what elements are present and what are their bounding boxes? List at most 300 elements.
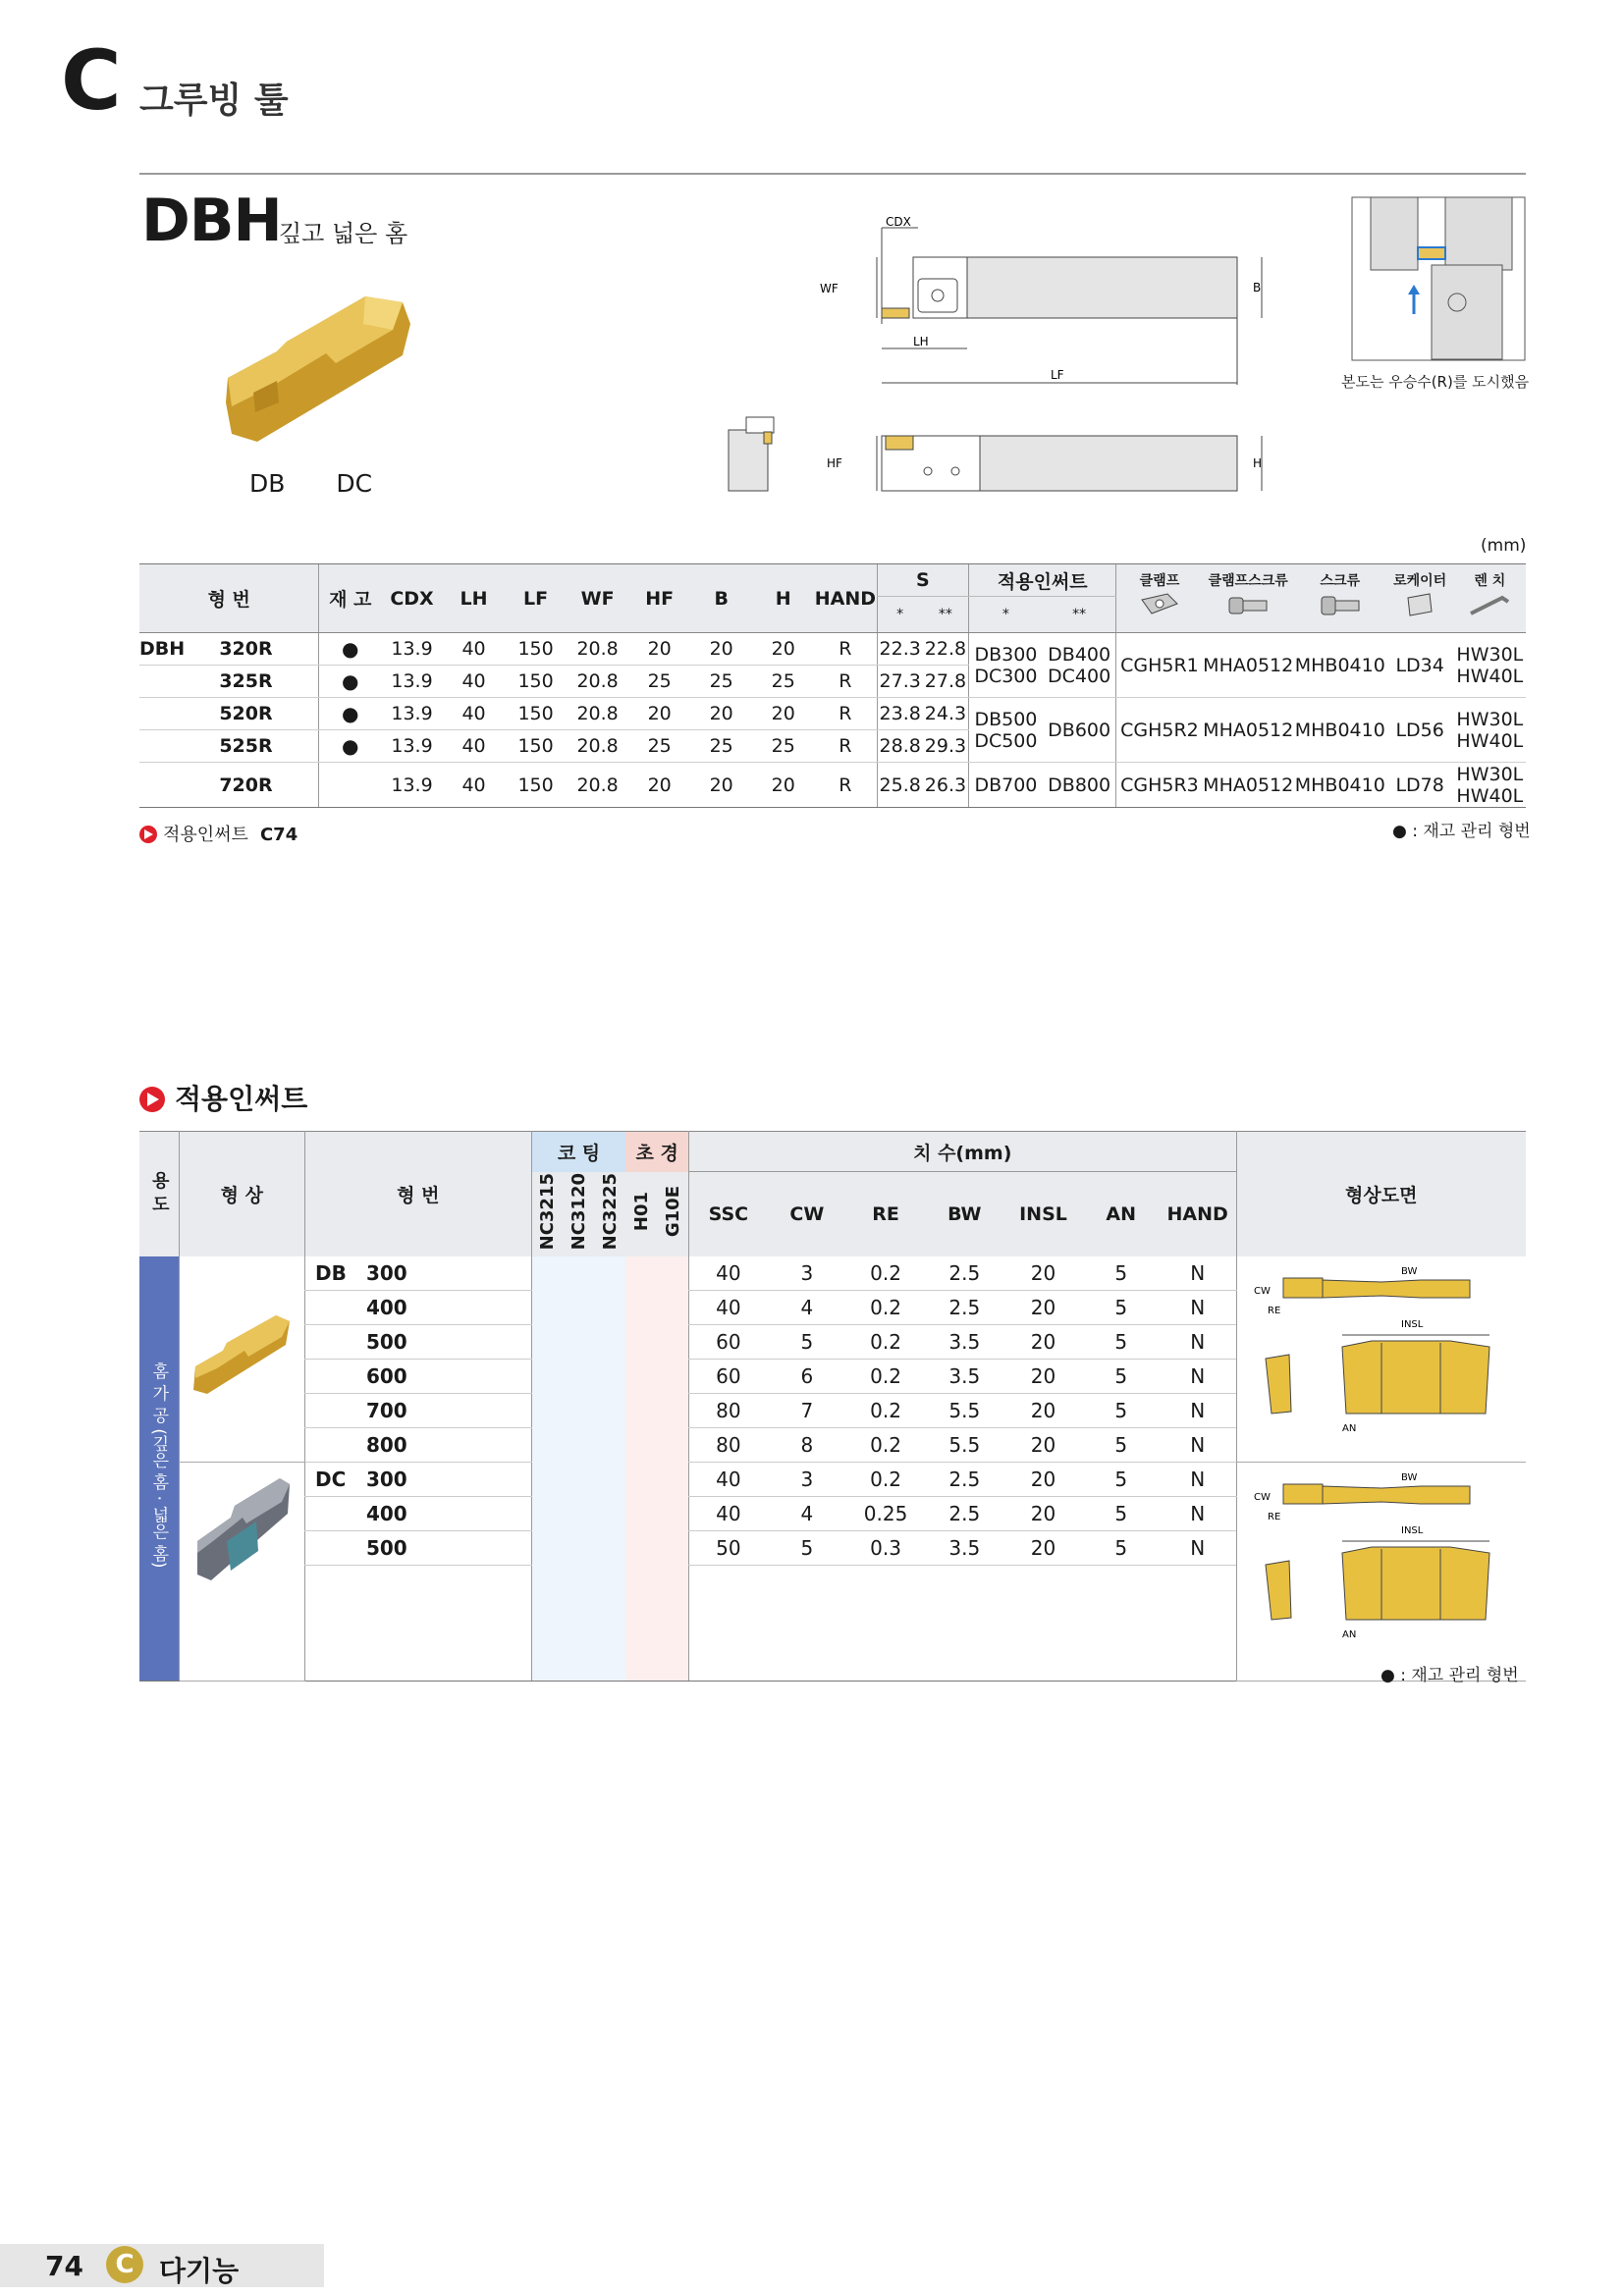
grade-cell — [594, 1462, 625, 1496]
cell-h: 25 — [752, 730, 814, 763]
cell-ssc: 80 — [689, 1427, 768, 1462]
insert-model: 600 — [365, 1363, 407, 1388]
cell-wf: 20.8 — [567, 633, 628, 666]
grade-cell — [594, 1256, 625, 1291]
dim-wf: WF — [820, 282, 839, 295]
holder-drawing — [717, 196, 1345, 501]
col-h: H — [752, 564, 814, 633]
insert-drawing — [1236, 1256, 1526, 1463]
col-screw: 스크류 — [1294, 564, 1386, 633]
cell-hand: R — [814, 763, 877, 808]
col-insert: 적용인써트 — [969, 564, 1116, 597]
model-cell: 525R — [219, 730, 319, 763]
cell-clamp-screw: MHA0512 — [1202, 633, 1294, 698]
grade-cell — [594, 1393, 625, 1427]
cell-b: 20 — [690, 763, 752, 808]
cell-clamp: CGH5R2 — [1116, 698, 1202, 763]
application-diagram — [1351, 196, 1526, 361]
cell-insl: 20 — [1003, 1256, 1082, 1291]
insert-model-cell — [304, 1530, 531, 1565]
footer-section-badge: C — [106, 2246, 143, 2283]
section-letter: C — [61, 32, 122, 129]
col-ins-hand: HAND — [1160, 1172, 1236, 1256]
cell-bw: 3.5 — [925, 1324, 1003, 1359]
label-insl: INSL — [1400, 1524, 1424, 1536]
use-band — [139, 1256, 179, 1682]
label-an: AN — [1341, 1422, 1357, 1434]
cell-bw: 2.5 — [925, 1256, 1003, 1291]
cell-insert1: DB700 — [969, 763, 1043, 808]
cell-cw: 5 — [768, 1530, 846, 1565]
label-an: AN — [1341, 1629, 1357, 1640]
cell-lf: 150 — [505, 763, 567, 808]
grade-nc3120: NC3120 — [563, 1172, 594, 1256]
cell-h: 20 — [752, 698, 814, 730]
col-s: S — [877, 564, 969, 597]
cell-an: 5 — [1083, 1530, 1160, 1565]
grade-cell — [625, 1359, 657, 1393]
shape-cell — [179, 1256, 304, 1463]
grade-cell — [657, 1427, 688, 1462]
filler-model — [304, 1565, 531, 1681]
cell-ssc: 40 — [689, 1462, 768, 1496]
grade-cell — [625, 1496, 657, 1530]
diagram-note: 본도는 우승수(R)를 도시했음 — [1341, 373, 1530, 391]
stock-dot: ● — [319, 633, 381, 666]
label-re: RE — [1267, 1305, 1281, 1316]
cell-cdx: 13.9 — [381, 763, 443, 808]
grade-cell — [625, 1393, 657, 1427]
grade-cell — [531, 1324, 563, 1359]
insert-model-cell — [304, 1324, 531, 1359]
cell-lh: 40 — [443, 633, 505, 666]
grade-h01: H01 — [625, 1172, 657, 1256]
col-re: RE — [846, 1172, 925, 1256]
cell-ssc: 50 — [689, 1530, 768, 1565]
cell-ssc: 60 — [689, 1359, 768, 1393]
insert-model: 700 — [365, 1398, 407, 1422]
col-insert2: ** — [1043, 597, 1116, 633]
dim-lh: LH — [913, 335, 929, 348]
grade-cell — [563, 1256, 594, 1291]
grade-cell — [531, 1427, 563, 1462]
dim-lf: LF — [1051, 368, 1064, 382]
page-number: 74 — [45, 2250, 83, 2282]
locator-icon — [1400, 590, 1439, 619]
cell-insert1: DB500 DC500 — [969, 698, 1043, 763]
col-lf: LF — [505, 564, 567, 633]
insert-table — [139, 1131, 1526, 1682]
cell-re: 0.2 — [846, 1359, 925, 1393]
cell-insl: 20 — [1003, 1530, 1082, 1565]
clamp-icon — [1138, 590, 1181, 619]
dc-insert-photo — [188, 1463, 296, 1590]
grade-cell — [531, 1290, 563, 1324]
cell-cw: 4 — [768, 1496, 846, 1530]
cell-hand: R — [814, 730, 877, 763]
grade-cell — [594, 1496, 625, 1530]
series-cell — [139, 666, 219, 698]
cell-bw: 2.5 — [925, 1496, 1003, 1530]
cell-hand: N — [1160, 1393, 1236, 1427]
cell-bw: 5.5 — [925, 1427, 1003, 1462]
grade-cell — [625, 1462, 657, 1496]
insert-model-cell — [304, 1393, 531, 1427]
insert-series: DB — [314, 1260, 347, 1285]
grade-cell — [563, 1427, 594, 1462]
col-clamp-screw: 클램프스크류 — [1202, 564, 1294, 633]
col-ssc: SSC — [689, 1172, 768, 1256]
cell-hand: N — [1160, 1324, 1236, 1359]
shape-cell — [179, 1462, 304, 1681]
insert-stock-legend: ● : 재고 관리 형번 — [1380, 1666, 1519, 1685]
grade-cell — [531, 1359, 563, 1393]
grade-cell — [657, 1324, 688, 1359]
label-bw: BW — [1400, 1265, 1418, 1277]
cell-lf: 150 — [505, 666, 567, 698]
insert-model-cell — [304, 1290, 531, 1324]
insert-drawing — [1236, 1462, 1526, 1681]
cell-wf: 20.8 — [567, 730, 628, 763]
cell-hand: R — [814, 666, 877, 698]
cell-locator: LD56 — [1386, 698, 1454, 763]
insert-model: 400 — [365, 1501, 407, 1525]
cell-ssc: 40 — [689, 1496, 768, 1530]
cell-cdx: 13.9 — [381, 633, 443, 666]
cell-cw: 8 — [768, 1427, 846, 1462]
filler-grade — [531, 1565, 563, 1681]
col-an: AN — [1083, 1172, 1160, 1256]
cell-locator: LD34 — [1386, 633, 1454, 698]
header-divider — [139, 173, 1526, 175]
cell-hand: N — [1160, 1496, 1236, 1530]
insert-type-dc: DC — [336, 469, 373, 498]
cell-b: 25 — [690, 730, 752, 763]
cell-re: 0.25 — [846, 1496, 925, 1530]
col-s1: * — [877, 597, 923, 633]
grade-cell — [531, 1393, 563, 1427]
grade-cell — [563, 1290, 594, 1324]
use-label: 홈 가 공 (깊은 홈 · 넓은 홈) — [148, 1362, 169, 1569]
cell-re: 0.2 — [846, 1324, 925, 1359]
grade-cell — [625, 1324, 657, 1359]
cell-insl: 20 — [1003, 1324, 1082, 1359]
cell-hf: 20 — [628, 698, 690, 730]
cell-an: 5 — [1083, 1427, 1160, 1462]
grade-cell — [594, 1359, 625, 1393]
cell-insert2: DB400 DC400 — [1043, 633, 1116, 698]
cell-bw: 2.5 — [925, 1290, 1003, 1324]
cell-an: 5 — [1083, 1359, 1160, 1393]
product-description: 깊고 넓은 홈 — [279, 220, 408, 247]
insert-series: DC — [314, 1467, 347, 1491]
cell-h: 25 — [752, 666, 814, 698]
cell-bw: 3.5 — [925, 1530, 1003, 1565]
col-lh: LH — [443, 564, 505, 633]
footer-category: 다기능 — [159, 2255, 240, 2287]
clamp-screw-icon — [1223, 590, 1272, 619]
filler-grade — [657, 1565, 688, 1681]
tool-table-body — [139, 633, 1526, 808]
col-insert1: * — [969, 597, 1043, 633]
cell-s2: 26.3 — [923, 763, 969, 808]
insert-photo — [218, 285, 414, 452]
col-wrench: 렌 치 — [1454, 564, 1526, 633]
cell-lh: 40 — [443, 730, 505, 763]
cell-wf: 20.8 — [567, 698, 628, 730]
filler-grade — [563, 1565, 594, 1681]
cell-cw: 7 — [768, 1393, 846, 1427]
db-insert-photo — [188, 1308, 296, 1406]
cell-hf: 25 — [628, 730, 690, 763]
cell-wrench: HW30L HW40L — [1454, 698, 1526, 763]
grade-cell — [625, 1427, 657, 1462]
cell-lf: 150 — [505, 698, 567, 730]
dim-b: B — [1253, 281, 1262, 294]
dim-hf: HF — [827, 456, 842, 470]
grade-cell — [625, 1256, 657, 1291]
cell-hand: R — [814, 633, 877, 666]
cell-s1: 28.8 — [877, 730, 923, 763]
cell-locator: LD78 — [1386, 763, 1454, 808]
col-coating: 코 팅 — [531, 1132, 625, 1172]
grade-cell — [657, 1462, 688, 1496]
cell-lh: 40 — [443, 666, 505, 698]
series-cell — [139, 730, 219, 763]
cell-wrench: HW30L HW40L — [1454, 763, 1526, 808]
col-wf: WF — [567, 564, 628, 633]
cell-re: 0.2 — [846, 1427, 925, 1462]
grade-nc3225: NC3225 — [594, 1172, 625, 1256]
cell-s2: 22.8 — [923, 633, 969, 666]
insert-model-cell — [304, 1256, 531, 1291]
insert-row — [139, 1462, 1526, 1496]
filler-dims — [689, 1565, 1237, 1681]
model-cell: 325R — [219, 666, 319, 698]
tool-row — [139, 763, 1526, 808]
insert-type-db: DB — [249, 469, 286, 498]
cell-wrench: HW30L HW40L — [1454, 633, 1526, 698]
insert-model: 500 — [365, 1535, 407, 1560]
grade-cell — [594, 1530, 625, 1565]
grade-g10e: G10E — [657, 1172, 688, 1256]
grade-cell — [657, 1290, 688, 1324]
cell-screw: MHB0410 — [1294, 633, 1386, 698]
grade-cell — [563, 1462, 594, 1496]
stock-dot: ● — [319, 666, 381, 698]
tool-holder-table — [139, 563, 1526, 808]
cell-s2: 24.3 — [923, 698, 969, 730]
cell-insl: 20 — [1003, 1496, 1082, 1530]
cell-hand: N — [1160, 1256, 1236, 1291]
cell-insl: 20 — [1003, 1427, 1082, 1462]
dim-h: H — [1253, 456, 1263, 470]
stock-dot: ● — [319, 730, 381, 763]
grade-cell — [657, 1256, 688, 1291]
reference-arrow-icon — [139, 826, 157, 843]
insert-model: 400 — [365, 1295, 407, 1319]
cell-hand: N — [1160, 1290, 1236, 1324]
cell-bw: 3.5 — [925, 1359, 1003, 1393]
cell-an: 5 — [1083, 1393, 1160, 1427]
col-clamp: 클램프 — [1116, 564, 1202, 633]
col-use: 용 도 — [139, 1132, 179, 1256]
cell-re: 0.2 — [846, 1462, 925, 1496]
tool-row — [139, 633, 1526, 666]
cell-re: 0.2 — [846, 1290, 925, 1324]
cell-clamp-screw: MHA0512 — [1202, 698, 1294, 763]
cell-cw: 4 — [768, 1290, 846, 1324]
stock-dot: ● — [319, 698, 381, 730]
col-insert-model: 형 번 — [304, 1132, 531, 1256]
col-bw: BW — [925, 1172, 1003, 1256]
cell-re: 0.2 — [846, 1393, 925, 1427]
cell-cw: 5 — [768, 1324, 846, 1359]
cell-ssc: 40 — [689, 1290, 768, 1324]
col-s2: ** — [923, 597, 969, 633]
grade-cell — [594, 1290, 625, 1324]
cell-hf: 20 — [628, 633, 690, 666]
cell-s1: 23.8 — [877, 698, 923, 730]
cell-hand: N — [1160, 1427, 1236, 1462]
col-cw: CW — [768, 1172, 846, 1256]
cell-b: 20 — [690, 698, 752, 730]
cell-lh: 40 — [443, 763, 505, 808]
cell-insert1: DB300 DC300 — [969, 633, 1043, 698]
col-drawing: 형상도면 — [1236, 1132, 1526, 1256]
cell-bw: 2.5 — [925, 1462, 1003, 1496]
cell-insert2: DB800 — [1043, 763, 1116, 808]
series-cell — [139, 763, 219, 808]
insert-model: 800 — [365, 1432, 407, 1457]
cell-hf: 25 — [628, 666, 690, 698]
section-arrow-icon — [139, 1087, 165, 1112]
col-stock: 재 고 — [319, 564, 381, 633]
series-cell — [139, 698, 219, 730]
cell-cdx: 13.9 — [381, 666, 443, 698]
cell-re: 0.3 — [846, 1530, 925, 1565]
grade-cell — [531, 1462, 563, 1496]
col-shape: 형 상 — [179, 1132, 304, 1256]
grade-cell — [594, 1427, 625, 1462]
cell-s1: 27.3 — [877, 666, 923, 698]
cell-wf: 20.8 — [567, 666, 628, 698]
reference-page-link[interactable]: C74 — [259, 825, 298, 845]
cell-an: 5 — [1083, 1462, 1160, 1496]
label-cw: CW — [1253, 1285, 1271, 1297]
insert-model-cell — [304, 1427, 531, 1462]
grade-cell — [563, 1496, 594, 1530]
screw-icon — [1316, 590, 1365, 619]
cell-hand: N — [1160, 1462, 1236, 1496]
cell-hand: R — [814, 698, 877, 730]
cell-ssc: 40 — [689, 1256, 768, 1291]
insert-model-cell — [304, 1462, 531, 1496]
wrench-icon — [1465, 590, 1514, 619]
cell-clamp: CGH5R3 — [1116, 763, 1202, 808]
filler-grade — [625, 1565, 657, 1681]
col-model: 형 번 — [139, 564, 319, 633]
grade-cell — [563, 1359, 594, 1393]
cell-hf: 20 — [628, 763, 690, 808]
section-title: 그루빙 툴 — [139, 80, 289, 121]
cell-ssc: 60 — [689, 1324, 768, 1359]
cell-s1: 25.8 — [877, 763, 923, 808]
cell-b: 20 — [690, 633, 752, 666]
dim-cdx: CDX — [886, 215, 911, 229]
cell-insl: 20 — [1003, 1359, 1082, 1393]
grade-cell — [563, 1530, 594, 1565]
label-cw: CW — [1253, 1491, 1271, 1503]
grade-cell — [657, 1530, 688, 1565]
stock-dot — [319, 763, 381, 808]
col-locator: 로케이터 — [1386, 564, 1454, 633]
cell-an: 5 — [1083, 1256, 1160, 1291]
cell-h: 20 — [752, 763, 814, 808]
grade-cell — [657, 1496, 688, 1530]
cell-insert2: DB600 — [1043, 698, 1116, 763]
label-insl: INSL — [1400, 1318, 1424, 1330]
model-cell: 320R — [219, 633, 319, 666]
cell-h: 20 — [752, 633, 814, 666]
cell-cw: 3 — [768, 1256, 846, 1291]
insert-table-body — [139, 1256, 1526, 1682]
cell-screw: MHB0410 — [1294, 698, 1386, 763]
cell-insl: 20 — [1003, 1462, 1082, 1496]
cell-insl: 20 — [1003, 1393, 1082, 1427]
label-bw: BW — [1400, 1471, 1418, 1483]
grade-nc3215: NC3215 — [531, 1172, 563, 1256]
cell-clamp-screw: MHA0512 — [1202, 763, 1294, 808]
cell-insl: 20 — [1003, 1290, 1082, 1324]
cell-wf: 20.8 — [567, 763, 628, 808]
product-model: DBH — [141, 187, 282, 255]
model-cell: 520R — [219, 698, 319, 730]
insert-section-title: 적용인써트 — [139, 1078, 307, 1117]
stock-legend: ● : 재고 관리 형번 — [1392, 822, 1531, 841]
grade-cell — [563, 1393, 594, 1427]
insert-model: 500 — [365, 1329, 407, 1354]
col-hf: HF — [628, 564, 690, 633]
cell-s2: 27.8 — [923, 666, 969, 698]
cell-hand: N — [1160, 1530, 1236, 1565]
cell-s2: 29.3 — [923, 730, 969, 763]
insert-model: 300 — [365, 1260, 407, 1285]
grade-cell — [594, 1324, 625, 1359]
insert-model-cell — [304, 1496, 531, 1530]
grade-cell — [625, 1290, 657, 1324]
cell-hand: N — [1160, 1359, 1236, 1393]
col-dims: 치 수(mm) — [689, 1132, 1237, 1172]
grade-cell — [657, 1393, 688, 1427]
grade-cell — [531, 1530, 563, 1565]
grade-cell — [657, 1359, 688, 1393]
cell-cw: 6 — [768, 1359, 846, 1393]
cell-cdx: 13.9 — [381, 730, 443, 763]
insert-model-cell — [304, 1359, 531, 1393]
model-cell: 720R — [219, 763, 319, 808]
grade-cell — [531, 1256, 563, 1291]
cell-clamp: CGH5R1 — [1116, 633, 1202, 698]
cell-an: 5 — [1083, 1290, 1160, 1324]
grade-cell — [531, 1496, 563, 1530]
cell-cw: 3 — [768, 1462, 846, 1496]
cell-lh: 40 — [443, 698, 505, 730]
cell-lf: 150 — [505, 730, 567, 763]
cell-ssc: 80 — [689, 1393, 768, 1427]
cell-lf: 150 — [505, 633, 567, 666]
filler-grade — [594, 1565, 625, 1681]
